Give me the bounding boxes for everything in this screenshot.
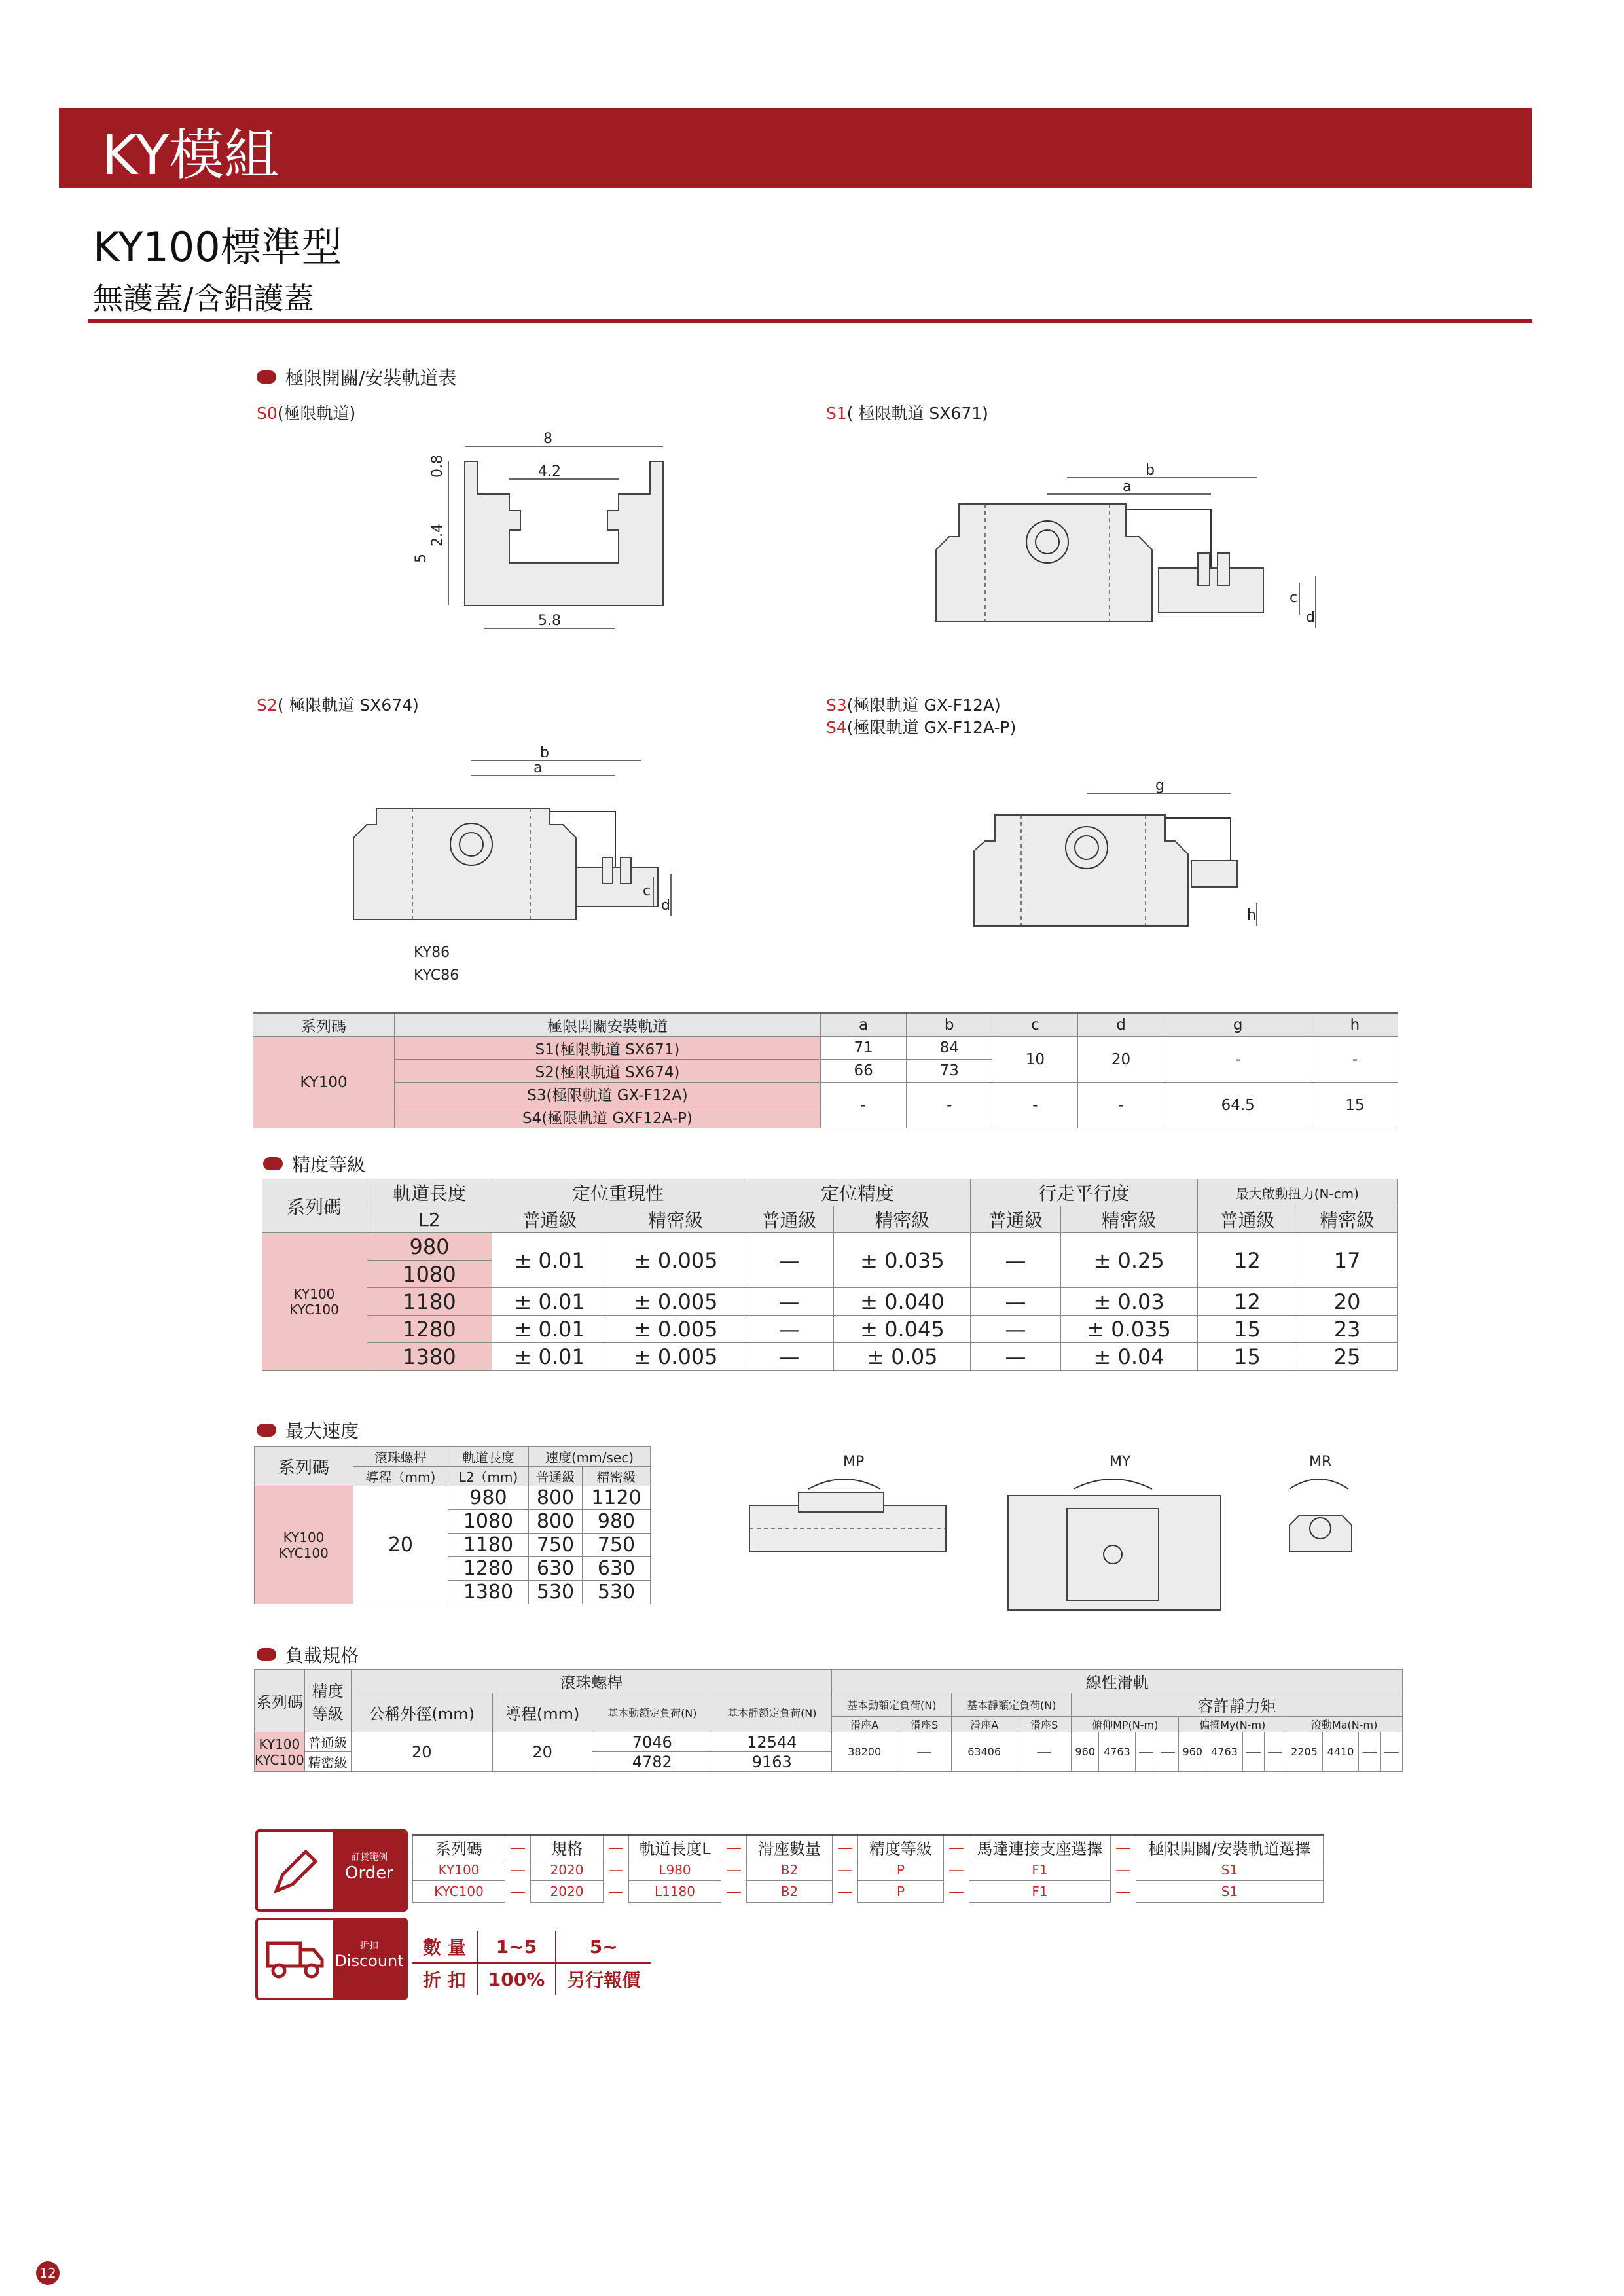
s4-label: S4(極限軌道 GX-F12A-P): [826, 718, 1017, 737]
load-heading: 負載規格: [257, 1641, 359, 1668]
ky86-label: KY86: [414, 944, 450, 961]
svg-text:5.8: 5.8: [538, 613, 561, 629]
svg-text:c: c: [643, 883, 651, 899]
order-badge: 訂貨範例 Order: [255, 1829, 408, 1912]
limit-rail-table: 系列碼 極限開關安裝軌道 a b c d g h KY100 S1(極限軌道 SX671) 71 84 10 20 - - S2(極限軌道 SX674) 66 73 S3(極限軌道 GX-F12A) - - - - 64.5 15 S4(極限軌道 GXF12A-P): [253, 1012, 1398, 1128]
bullet-icon: [257, 370, 276, 384]
moment-diagrams: [746, 1453, 1407, 1630]
svg-text:MR: MR: [1309, 1454, 1332, 1470]
order-example-table: 系列碼 — 規格 — 軌道長度L — 滑座數量 — 精度等級 — 馬達連接支座選擇 — 極限開關/安裝軌道選擇 KY100 — 2020 — L980 — B2 — P — F1 — S1 KYC100 — 2020 — L1180 — B2 — P — F1 — S1: [412, 1834, 1324, 1903]
svg-text:d: d: [661, 897, 670, 914]
mr-diagram: [1290, 1454, 1352, 1551]
title-rule: [88, 319, 1532, 323]
s3-limit-rail-drawing: [969, 779, 1296, 949]
discount-table: 數 量 1~5 5~ 折 扣 100% 另行報價: [412, 1931, 651, 1995]
precision-series-cell: KY100 KYC100: [262, 1233, 367, 1371]
precision-table: 系列碼 軌道長度 定位重現性 定位精度 行走平行度 最大啟動扭力(N-cm) L2 普通級 精密級 普通級 精密級 普通級 精密級 普通級 精密級 KY100 KYC100 980 ± 0.01 ± 0.005 — ± 0.035 — ± 0.25 12 17 1080 1180 ± 0.01 ± 0.005 — ± 0.040 — ± 0.03 12 20 1280 ± 0.01 ± 0.005 — ± 0.045 — ± 0.035 15 23 1380 ± 0.01 ± 0.005 — ± 0.05 — ± 0.04 15 25: [262, 1179, 1398, 1371]
load-table: 系列碼 精度等級 滾珠螺桿 線性滑軌 公稱外徑(mm) 導程(mm) 基本動額定負荷(N) 基本靜額定負荷(N) 基本動額定負荷(N) 基本靜額定負荷(N) 容許靜力矩 滑座A 滑座S 滑座A 滑座S 俯仰MP(N-m) 偏擺My(N-m) 滾動Ma(N-m) KY100 KYC100 普通級 20 20 7046 12544 38200 — 63406 — 960 4763 — — 960 4763 — — 2205 4410 — — 精密級 4782 9163: [254, 1669, 1403, 1772]
svg-text:d: d: [1306, 609, 1315, 626]
s2-label: S2( 極限軌道 SX674): [257, 696, 419, 715]
pencil-icon: [270, 1845, 322, 1897]
svg-text:b: b: [540, 746, 549, 761]
svg-text:0.8: 0.8: [429, 455, 446, 478]
svg-text:8: 8: [543, 432, 552, 447]
svg-text:MY: MY: [1110, 1454, 1131, 1470]
svg-text:g: g: [1155, 779, 1164, 794]
table-series-cell: KY100: [253, 1037, 395, 1128]
limit-section-heading: 極限開關/安裝軌道表: [257, 364, 456, 390]
bullet-icon: [263, 1157, 283, 1170]
svg-text:h: h: [1247, 907, 1256, 924]
svg-text:4.2: 4.2: [538, 463, 561, 480]
speed-heading: 最大速度: [257, 1417, 359, 1443]
svg-text:MP: MP: [843, 1454, 865, 1470]
bullet-icon: [257, 1424, 276, 1437]
svg-text:c: c: [1290, 590, 1298, 606]
cover-subtitle: 無護蓋/含鋁護蓋: [93, 281, 314, 316]
chapter-title: KY模組: [101, 123, 280, 187]
truck-icon: [264, 1937, 327, 1982]
bullet-icon: [257, 1648, 276, 1661]
chapter-header-bar: [59, 108, 1532, 188]
svg-text:a: a: [533, 760, 543, 776]
s0-label: S0(極限軌道): [257, 404, 356, 423]
s1-limit-rail-drawing: [923, 458, 1329, 641]
kyc86-label: KYC86: [414, 967, 460, 984]
mp-diagram: [749, 1454, 946, 1551]
page-number: 12: [36, 2261, 60, 2285]
s1-label: S1( 極限軌道 SX671): [826, 404, 988, 423]
s0-rail-drawing: [393, 432, 668, 641]
precision-heading: 精度等級: [263, 1151, 365, 1177]
speed-series-cell: KY100 KYC100: [255, 1486, 353, 1604]
svg-text:a: a: [1123, 478, 1132, 495]
product-title: KY100標準型: [93, 223, 342, 271]
speed-table: 系列碼 滾珠螺桿 軌道長度 速度(mm/sec) 導程（mm) L2（mm) 普通級 精密級 KY100 KYC100 20 980 800 1120 1080 800 980 1180 750 750 1280 630 630 1380 530 530: [254, 1446, 651, 1604]
s2-limit-rail-drawing: [340, 746, 707, 942]
my-diagram: [1008, 1454, 1221, 1610]
svg-text:b: b: [1146, 462, 1155, 478]
svg-text:2.4: 2.4: [429, 524, 446, 547]
discount-badge: 折扣 Discount: [255, 1918, 408, 2000]
svg-text:5: 5: [413, 554, 429, 563]
s3-label: S3(極限軌道 GX-F12A): [826, 696, 1001, 715]
